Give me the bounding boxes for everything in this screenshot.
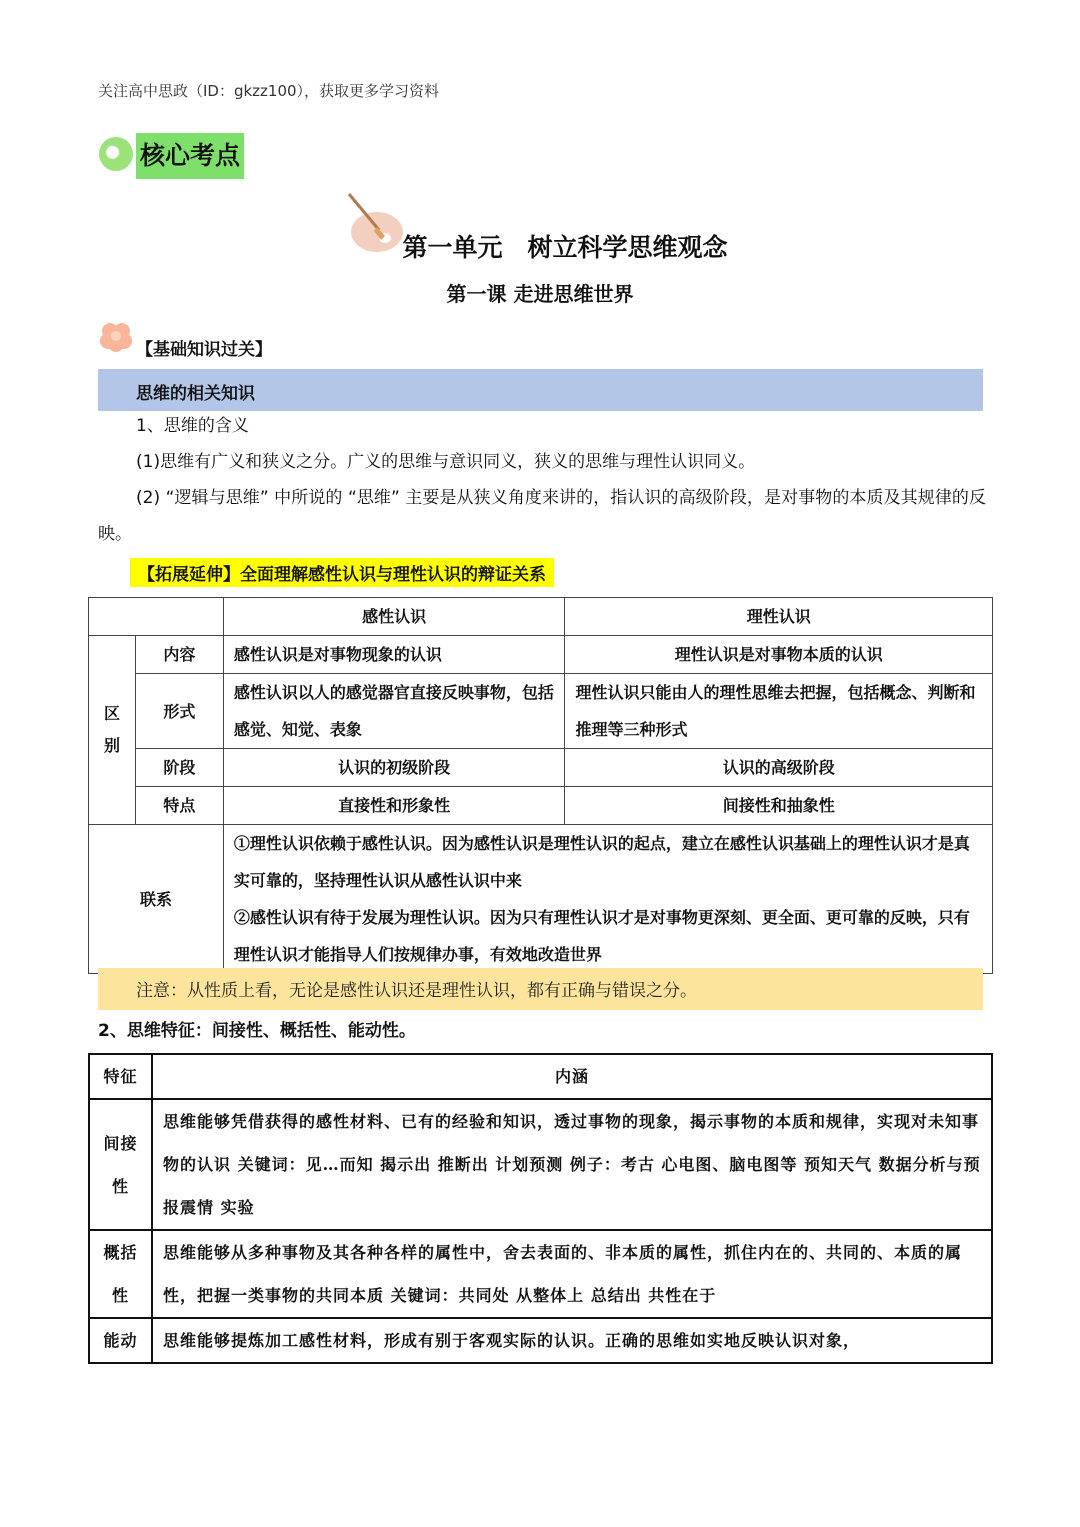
table-header: 理性认识 [565,598,993,636]
table-cell: 理性认识是对事物本质的认识 [565,636,993,674]
row-label: 形式 [135,674,223,749]
table-row [89,787,993,825]
paragraph-2: (1)思维有广义和狭义之分。广义的思维与意识同义，狭义的思维与理性认识同义。 [136,452,756,472]
note-bar [98,968,983,1010]
row-label: 内容 [135,636,223,674]
row-label: 阶段 [135,749,223,787]
link-cell [223,825,992,974]
row-label: 间接性 [89,1099,152,1230]
table-header: 感性认识 [223,598,565,636]
table-row [89,636,993,674]
table-row [89,674,993,749]
table-row [89,1318,992,1363]
table-row [89,598,993,636]
table-cell: 感性认识是对事物现象的认识 [223,636,565,674]
table-header: 内涵 [152,1054,992,1099]
table-cell: 思维能够凭借获得的感性材料、已有的经验和知识，透过事物的现象，揭示事物的本质和规律，实现对未知事物的认识 关键词：见…而知 揭示出 推断出 计划预测 例子：考古 心电图、脑电图等 预知天气 数据分析与预报震情 实验 [152,1099,992,1230]
unit-title: 第一单元 树立科学思维观念 [402,233,728,262]
core-points-title: 核心考点 [136,133,244,179]
group-label-text: 区别 [103,704,120,755]
section-2-heading: 2、思维特征：间接性、概括性、能动性。 [98,1021,416,1041]
table-row [89,749,993,787]
table-cell: 认识的高级阶段 [565,749,993,787]
link-label: 联系 [89,825,224,974]
row-label: 能动 [89,1318,152,1363]
knowledge-bar [98,369,983,411]
table-cell: 思维能够提炼加工感性材料，形成有别于客观实际的认识。正确的思维如实地反映认识对象， [152,1318,992,1363]
table-header: 特征 [89,1054,152,1099]
comparison-table [88,597,993,974]
table-cell: 直接性和形象性 [223,787,565,825]
header-note: 关注高中思政（ID：gkzz100），获取更多学习资料 [98,82,440,100]
table-cell: 间接性和抽象性 [565,787,993,825]
paragraph-1: 1、思维的含义 [136,416,249,436]
table-row [89,1230,992,1318]
table-cell: 认识的初级阶段 [223,749,565,787]
table-row [89,825,993,974]
table-cell: 理性认识只能由人的理性思维去把握，包括概念、判断和推理等三种形式 [565,674,993,749]
features-table [88,1053,993,1364]
extension-label: 【拓展延伸】全面理解感性认识与理性认识的辩证关系 [130,558,554,587]
table-cell: 感性认识以人的感觉器官直接反映事物，包括感觉、知觉、表象 [223,674,565,749]
table-cell [89,598,224,636]
green-dot-icon [99,137,133,171]
link-text-2: ②感性认识有待于发展为理性认识。因为只有理性认识才是对事物更深刻、更全面、更可靠的反映，只有理性认识才能指导人们按规律办事，有效地改造世界 [233,908,970,964]
row-label: 特点 [135,787,223,825]
flower-icon [98,320,134,352]
row-label: 概括性 [89,1230,152,1318]
table-row [89,1054,992,1099]
lesson-title: 第一课 走进思维世界 [446,282,634,306]
knowledge-bar-label: 思维的相关知识 [136,384,255,404]
section-label: 【基础知识过关】 [136,340,272,360]
group-label [89,636,136,825]
table-cell: 思维能够从多种事物及其各种各样的属性中，舍去表面的、非本质的属性，抓住内在的、共同的、本质的属性，把握一类事物的共同本质 关键词：共同处 从整体上 总结出 共性在于 [152,1230,992,1318]
paragraph-3: (2) “逻辑与思维” 中所说的 “思维” 主要是从狭义角度来讲的，指认识的高级阶段，是对事物的本质及其规律的反映。 [98,488,986,544]
link-text-1: ①理性认识依赖于感性认识。因为感性认识是理性认识的起点，建立在感性认识基础上的理性认识才是真实可靠的，坚持理性认识从感性认识中来 [233,834,970,890]
note-text: 注意：从性质上看，无论是感性认识还是理性认识，都有正确与错误之分。 [136,981,697,1001]
table-row [89,1099,992,1230]
